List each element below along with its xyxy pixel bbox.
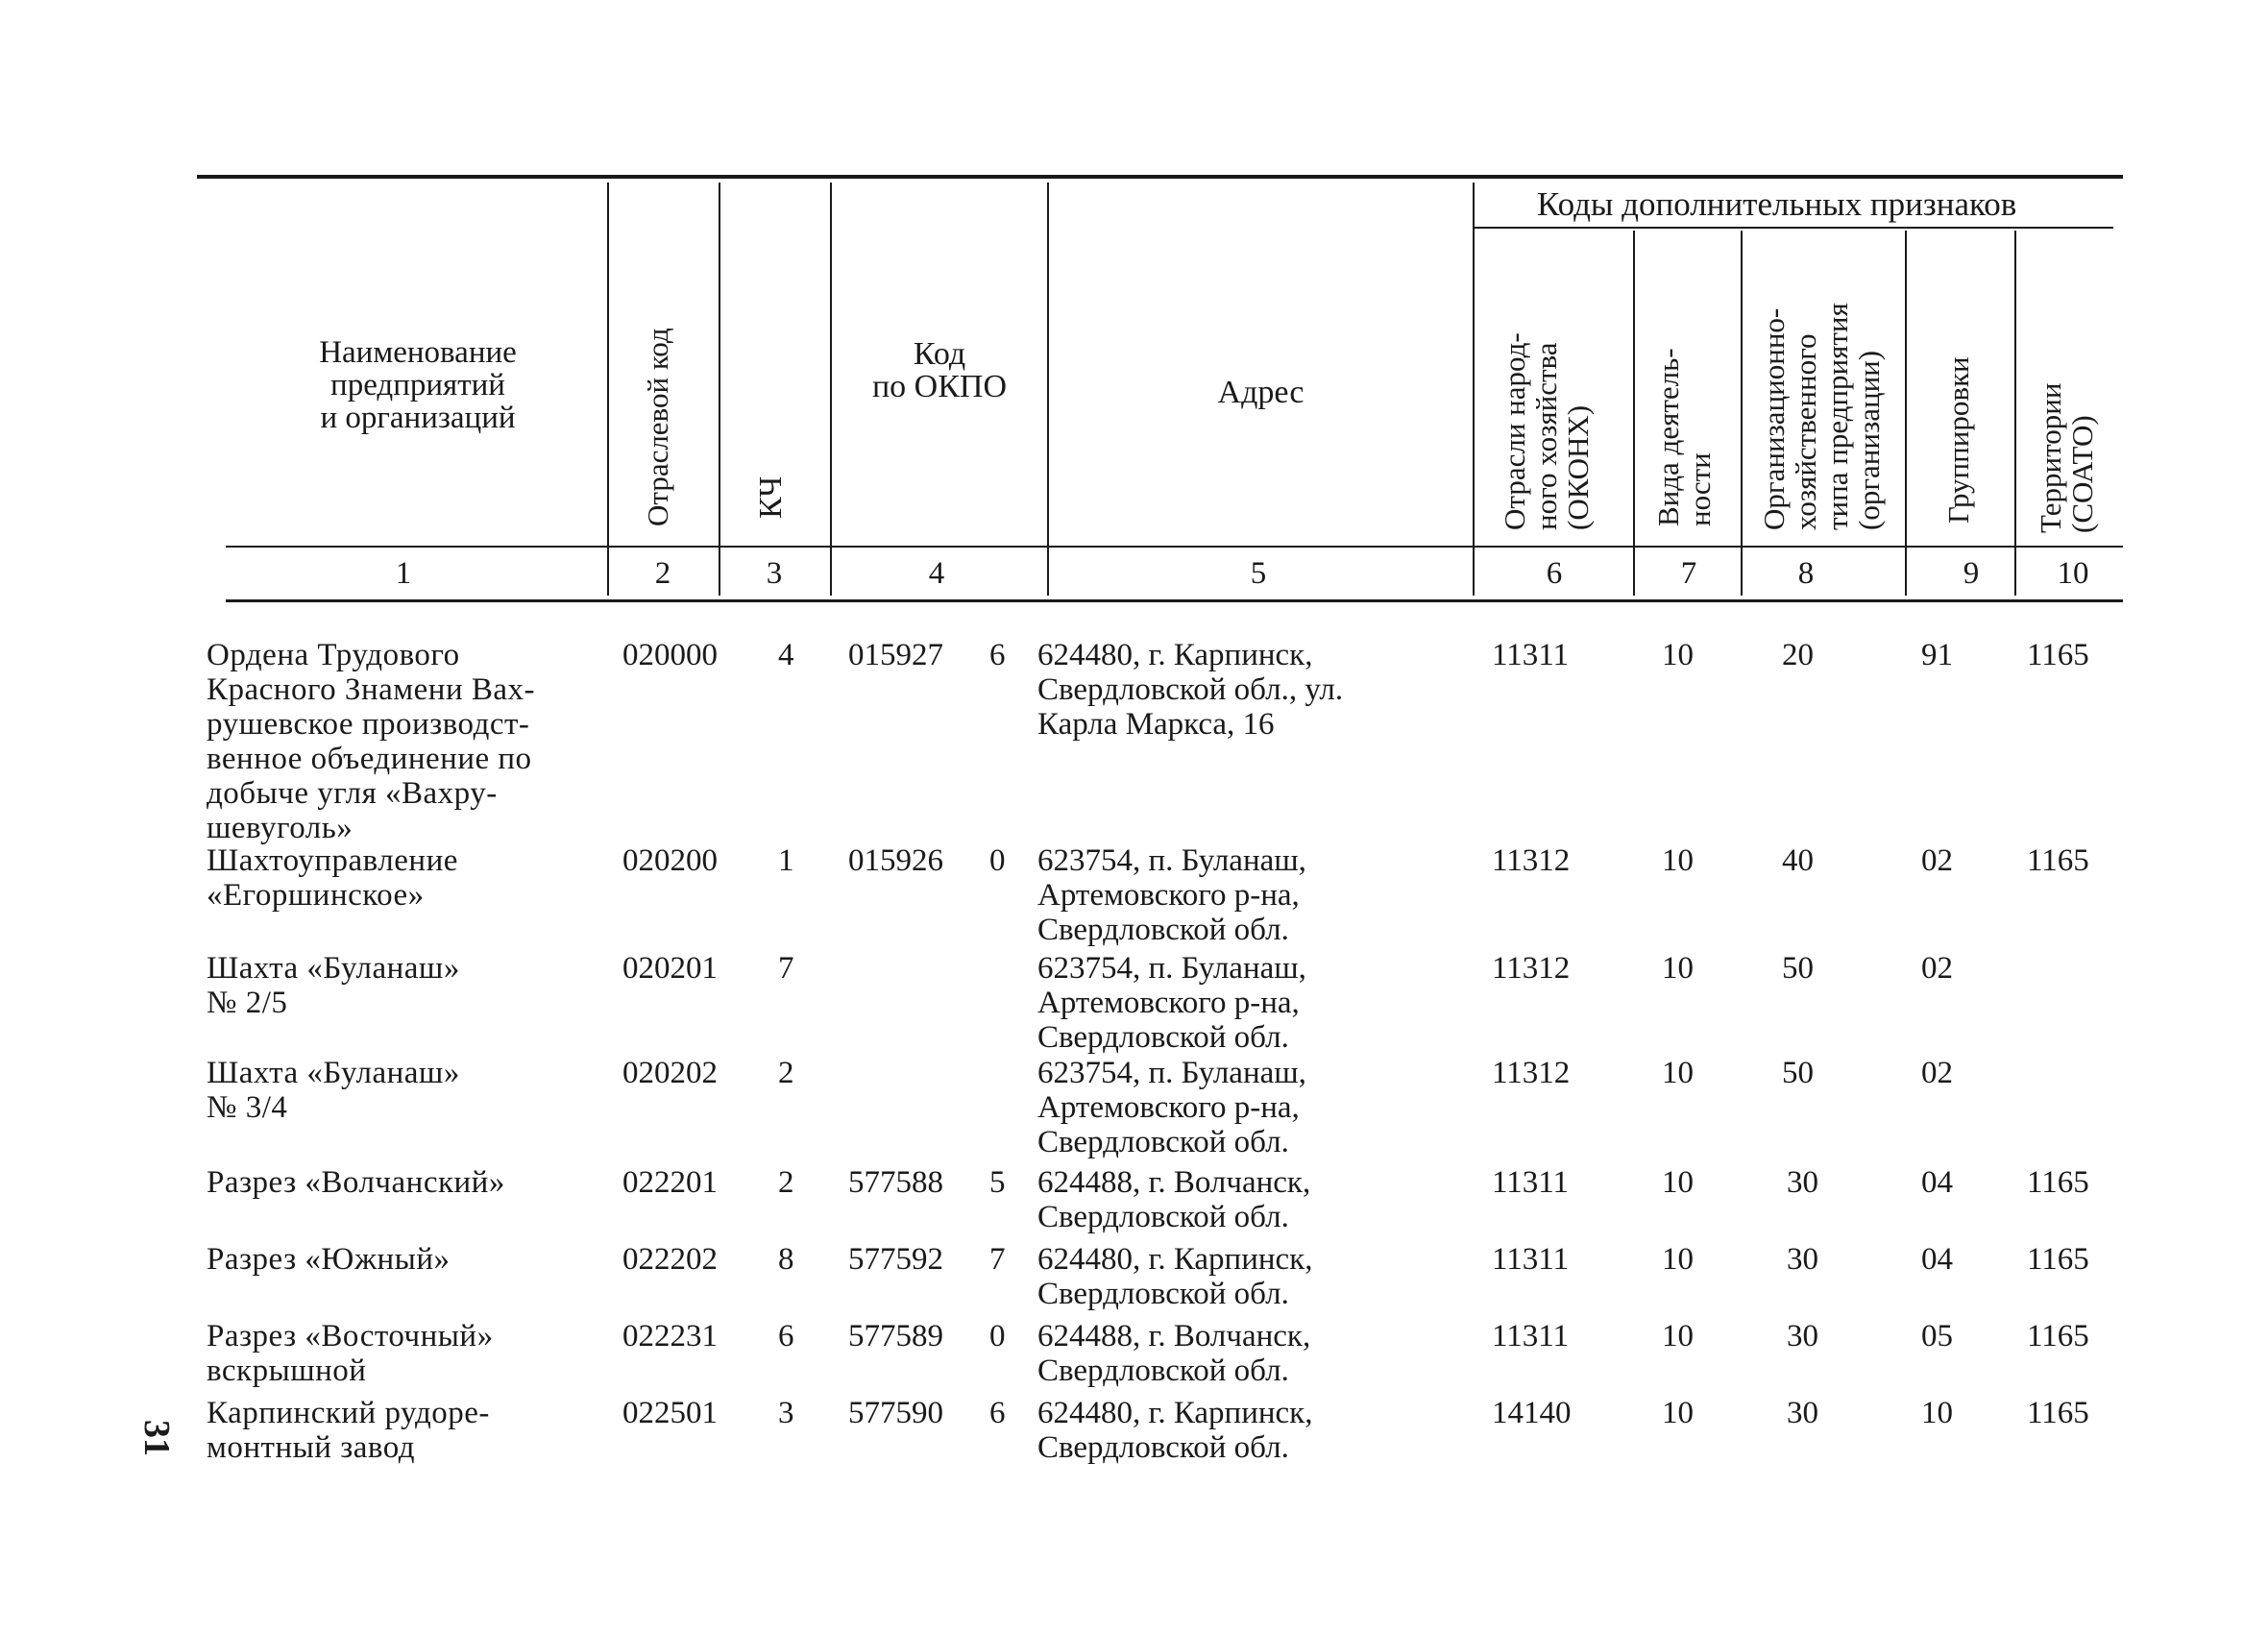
group-rule: [1475, 227, 2113, 229]
top-rule: [197, 175, 2123, 179]
okonh-code: 14140: [1492, 1396, 1572, 1430]
address: 623754, п. Буланаш, Артемовского р-на, Свердловской обл.: [1037, 951, 1306, 1055]
okonh-code: 11312: [1492, 843, 1571, 878]
okpo-code: 577589: [848, 1319, 943, 1354]
sep-1: [607, 183, 609, 596]
org-name: Шахта «Буланаш» № 2/5: [207, 951, 460, 1020]
header-col4: Код по ОКПО: [871, 336, 1008, 404]
colnum-2: 2: [654, 556, 671, 591]
colnum-10: 10: [2057, 556, 2089, 591]
grouping-code: 91: [1921, 638, 1953, 672]
okpo-code: 577588: [848, 1165, 943, 1200]
org-type-code: 40: [1782, 843, 1814, 878]
soato-code: 1165: [2027, 1242, 2089, 1277]
org-type-code: 30: [1787, 1319, 1818, 1354]
header-col8: Организационно- хозяйственного типа предприятия (организации): [1757, 303, 1886, 530]
okonh-code: 11311: [1492, 1242, 1570, 1277]
address: 624480, г. Карпинск, Свердловской обл., ул. Карла Маркса, 16: [1037, 638, 1344, 742]
org-name: Шахта «Буланаш» № 3/4: [207, 1056, 460, 1125]
colnum-9: 9: [1963, 556, 1980, 591]
header-bottom-rule: [226, 546, 2123, 548]
kch: 6: [778, 1319, 794, 1354]
kch: 4: [778, 638, 794, 672]
colnum-7: 7: [1680, 556, 1697, 591]
sector-code: 020000: [622, 638, 718, 672]
address: 623754, п. Буланаш, Артемовского р-на, Свердловской обл.: [1037, 1056, 1306, 1159]
org-name: Разрез «Восточный» вскрышной: [207, 1319, 494, 1388]
org-type-code: 30: [1787, 1242, 1818, 1277]
soato-code: 1165: [2027, 1165, 2089, 1200]
header-col3: КЧ: [753, 476, 789, 519]
header-col10: Территории (СОАТО): [2034, 382, 2099, 533]
colnum-8: 8: [1797, 556, 1815, 591]
soato-code: 1165: [2027, 1396, 2089, 1430]
okonh-code: 11311: [1492, 1165, 1570, 1200]
header-col6: Отрасли народ- ного хозяйства (ОКОНХ): [1498, 332, 1595, 530]
header-col7: Вида деятель- ности: [1651, 348, 1717, 526]
header-col1: Наименование предприятий и организаций: [319, 335, 517, 435]
sector-code: 020202: [622, 1056, 718, 1090]
org-name: Шахтоуправление «Егоршинское»: [207, 843, 458, 913]
kch: 1: [778, 843, 794, 878]
colnum-3: 3: [766, 556, 783, 591]
okonh-code: 11311: [1492, 1319, 1570, 1354]
okpo-code: 015927: [848, 638, 943, 672]
sector-code: 020201: [622, 951, 718, 986]
address: 623754, п. Буланаш, Артемовского р-на, Свердловской обл.: [1037, 843, 1306, 947]
sep-7: [1741, 231, 1743, 596]
activity-code: 10: [1662, 638, 1694, 672]
grouping-code: 02: [1921, 1056, 1953, 1090]
okpo-check: 5: [989, 1165, 1006, 1200]
address: 624480, г. Карпинск, Свердловской обл.: [1037, 1396, 1313, 1465]
grouping-code: 10: [1921, 1396, 1953, 1430]
okpo-check: 7: [989, 1242, 1006, 1277]
sep-3: [830, 183, 832, 596]
colnum-4: 4: [928, 556, 945, 591]
org-type-code: 30: [1787, 1165, 1818, 1200]
activity-code: 10: [1662, 1242, 1694, 1277]
colnum-6: 6: [1546, 556, 1563, 591]
org-type-code: 50: [1782, 951, 1814, 986]
okonh-code: 11312: [1492, 951, 1571, 986]
okpo-check: 0: [989, 843, 1006, 878]
activity-code: 10: [1662, 951, 1694, 986]
sep-2: [719, 183, 720, 596]
address: 624488, г. Волчанск, Свердловской обл.: [1037, 1319, 1311, 1388]
org-name: Ордена Трудового Красного Знамени Вах- рушевское производст- венное объединение по добыче угля «Вахру- шевуголь»: [207, 638, 536, 845]
header-col2: Отраслевой код: [641, 328, 674, 526]
grouping-code: 04: [1921, 1165, 1953, 1200]
grouping-code: 02: [1921, 843, 1953, 878]
grouping-code: 04: [1921, 1242, 1953, 1277]
kch: 8: [778, 1242, 794, 1277]
org-name: Разрез «Южный»: [207, 1242, 451, 1277]
kch: 7: [778, 951, 794, 986]
grouping-code: 05: [1921, 1319, 1953, 1354]
colnum-5: 5: [1250, 556, 1267, 591]
sector-code: 022231: [622, 1319, 718, 1354]
page-number: 31: [136, 1420, 177, 1456]
org-name: Карпинский рудоре- монтный завод: [207, 1396, 490, 1465]
soato-code: 1165: [2027, 1319, 2089, 1354]
okpo-check: 6: [989, 1396, 1006, 1430]
soato-code: 1165: [2027, 843, 2089, 878]
okpo-code: 577592: [848, 1242, 943, 1277]
okpo-check: 6: [989, 638, 1006, 672]
sep-9: [2014, 231, 2016, 596]
org-type-code: 30: [1787, 1396, 1818, 1430]
address: 624480, г. Карпинск, Свердловской обл.: [1037, 1242, 1313, 1311]
activity-code: 10: [1662, 1319, 1694, 1354]
okonh-code: 11311: [1492, 638, 1570, 672]
kch: 2: [778, 1165, 794, 1200]
okonh-code: 11312: [1492, 1056, 1571, 1090]
sep-6: [1633, 231, 1635, 596]
sector-code: 020200: [622, 843, 718, 878]
org-name: Разрез «Волчанский»: [207, 1165, 505, 1200]
header-group: Коды дополнительных признаков: [1537, 185, 2017, 223]
soato-code: 1165: [2027, 638, 2089, 672]
okpo-code: 577590: [848, 1396, 943, 1430]
colnum-1: 1: [395, 556, 412, 591]
sep-4: [1047, 183, 1049, 596]
sector-code: 022202: [622, 1242, 718, 1277]
org-type-code: 50: [1782, 1056, 1814, 1090]
header-col5: Адрес: [1217, 375, 1305, 410]
sector-code: 022501: [622, 1396, 718, 1430]
activity-code: 10: [1662, 1056, 1694, 1090]
colnum-bottom-rule: [226, 599, 2123, 602]
activity-code: 10: [1662, 1396, 1694, 1430]
kch: 3: [778, 1396, 794, 1430]
address: 624488, г. Волчанск, Свердловской обл.: [1037, 1165, 1311, 1234]
sector-code: 022201: [622, 1165, 718, 1200]
okpo-check: 0: [989, 1319, 1006, 1354]
kch: 2: [778, 1056, 794, 1090]
header-col9: Группировки: [1941, 356, 1975, 524]
grouping-code: 02: [1921, 951, 1953, 986]
sep-5: [1473, 183, 1475, 596]
activity-code: 10: [1662, 1165, 1694, 1200]
org-type-code: 20: [1782, 638, 1814, 672]
sep-8: [1905, 231, 1907, 596]
okpo-code: 015926: [848, 843, 943, 878]
activity-code: 10: [1662, 843, 1694, 878]
